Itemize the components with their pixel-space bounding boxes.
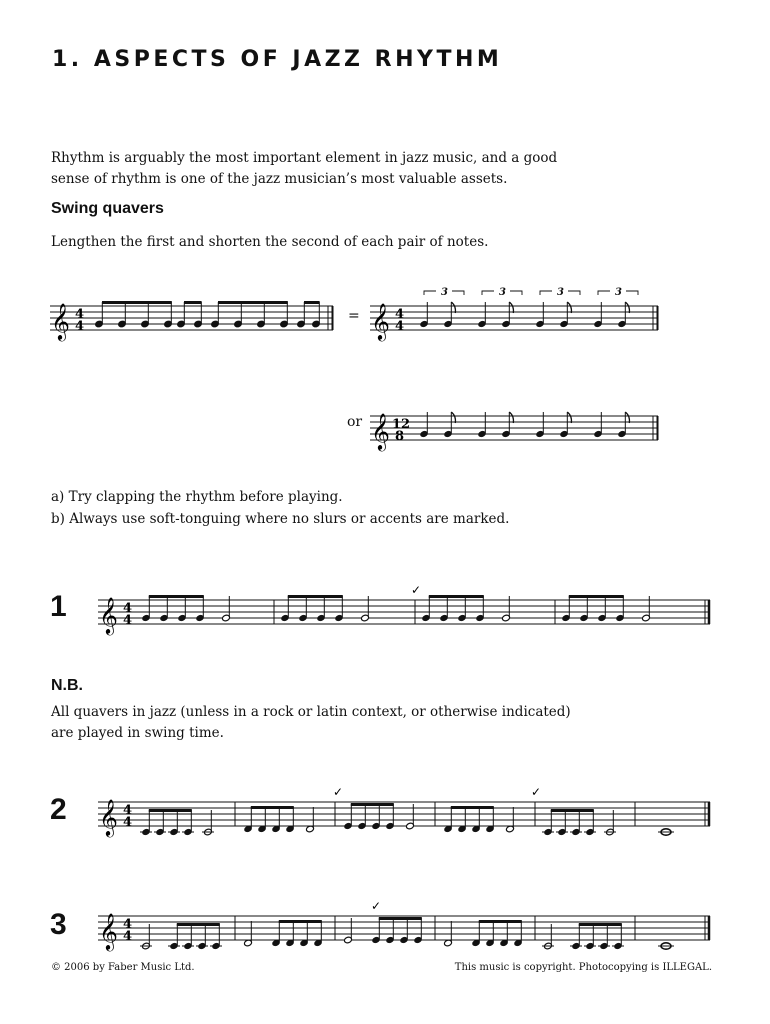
time-signature-top: 4 bbox=[75, 307, 85, 322]
beamed-quaver-group bbox=[570, 923, 624, 950]
time-signature-bottom: 4 bbox=[75, 319, 85, 334]
staff-twelve-eight bbox=[370, 400, 670, 460]
treble-clef-icon: 𝄞 bbox=[371, 412, 390, 450]
triplet-swing-pair bbox=[594, 287, 638, 328]
note-flag bbox=[509, 302, 513, 313]
treble-clef-icon: 𝄞 bbox=[51, 302, 70, 340]
time-signature-bottom: 4 bbox=[395, 319, 405, 334]
exercise-number: 3 bbox=[50, 908, 67, 941]
triplet-swing-pair bbox=[536, 287, 580, 328]
beam bbox=[579, 923, 622, 926]
beam bbox=[551, 809, 594, 812]
beam bbox=[429, 595, 484, 598]
nb-paragraph: All quavers in jazz (unless in a rock or latin context, or otherwise indicated) are played in swing time. bbox=[51, 704, 571, 741]
treble-clef-icon: 𝄞 bbox=[99, 596, 118, 634]
intro-paragraph: Rhythm is arguably the most important element in jazz music, and a good sense of rhythm is one of the jazz musician’s most valuable assets. bbox=[51, 150, 558, 187]
time-signature-top: 4 bbox=[123, 917, 133, 932]
beamed-quaver-group bbox=[444, 806, 495, 833]
tuplet-number: 3 bbox=[557, 287, 564, 298]
tick-mark: ✓ bbox=[371, 899, 382, 913]
swing-instruction: Lengthen the first and shorten the second of each pair of notes. bbox=[51, 234, 489, 250]
instruction-a: a) Try clapping the rhythm before playing. bbox=[51, 489, 343, 505]
beam bbox=[569, 595, 624, 598]
instruction-b: b) Always use soft-tonguing where no slurs or accents are marked. bbox=[51, 511, 510, 527]
time-signature-bottom: 4 bbox=[123, 613, 133, 628]
equals-sign: = bbox=[348, 308, 360, 324]
note-flag bbox=[567, 302, 571, 313]
tick-mark: ✓ bbox=[531, 785, 542, 799]
exercise-number: 2 bbox=[50, 793, 67, 826]
treble-clef-icon: 𝄞 bbox=[99, 912, 118, 950]
tuplet-number: 3 bbox=[441, 287, 448, 298]
exercise-2-staff bbox=[98, 786, 718, 846]
note-flag bbox=[567, 412, 571, 423]
exercise-3-staff bbox=[98, 900, 718, 960]
beam bbox=[379, 917, 422, 920]
exercise-1-staff bbox=[98, 584, 718, 644]
beam bbox=[451, 806, 494, 809]
beam bbox=[177, 923, 220, 926]
staff-triplet-swing bbox=[370, 287, 670, 350]
treble-clef-icon: 𝄞 bbox=[371, 302, 390, 340]
beam bbox=[351, 803, 394, 806]
beam bbox=[149, 809, 192, 812]
beamed-quaver-group bbox=[472, 920, 523, 947]
time-signature-top: 12 bbox=[392, 417, 411, 432]
footer-photocopy-notice: This music is copyright. Photocopying is ILLEGAL. bbox=[454, 962, 712, 973]
triplet-swing-pair bbox=[478, 287, 522, 328]
tick-mark: ✓ bbox=[333, 785, 344, 799]
note-flag bbox=[625, 302, 629, 313]
note-flag bbox=[509, 412, 513, 423]
treble-clef-icon: 𝄞 bbox=[99, 798, 118, 836]
swing-quavers-heading: Swing quavers bbox=[51, 200, 164, 217]
beam bbox=[149, 595, 204, 598]
time-signature-top: 4 bbox=[123, 803, 133, 818]
exercise-number: 1 bbox=[50, 590, 67, 623]
triplet-swing-pair bbox=[420, 287, 464, 328]
beam bbox=[288, 595, 343, 598]
or-label: or bbox=[347, 414, 363, 430]
beamed-quaver-group bbox=[542, 809, 596, 836]
time-signature-top: 4 bbox=[123, 601, 133, 616]
time-signature-bottom: 4 bbox=[123, 815, 133, 830]
beamed-quaver-group bbox=[244, 806, 295, 833]
footer-copyright: © 2006 by Faber Music Ltd. bbox=[51, 962, 195, 973]
beamed-quaver-group bbox=[272, 920, 323, 947]
time-signature-top: 4 bbox=[395, 307, 405, 322]
tuplet-number: 3 bbox=[499, 287, 506, 298]
note-flag bbox=[451, 302, 455, 313]
nb-heading: N.B. bbox=[51, 677, 83, 694]
staff-even-quavers bbox=[50, 290, 340, 350]
page-title: 1. ASPECTS OF JAZZ RHYTHM bbox=[52, 47, 503, 72]
beam bbox=[279, 920, 322, 923]
beam bbox=[479, 920, 522, 923]
time-signature-bottom: 8 bbox=[395, 429, 405, 444]
tick-mark: ✓ bbox=[411, 583, 422, 597]
tuplet-number: 3 bbox=[615, 287, 622, 298]
note-flag bbox=[625, 412, 629, 423]
note-flag bbox=[451, 412, 455, 423]
beamed-quaver-group bbox=[168, 923, 222, 950]
beam bbox=[251, 806, 294, 809]
beamed-quaver-group bbox=[140, 809, 194, 836]
time-signature-bottom: 4 bbox=[123, 929, 133, 944]
